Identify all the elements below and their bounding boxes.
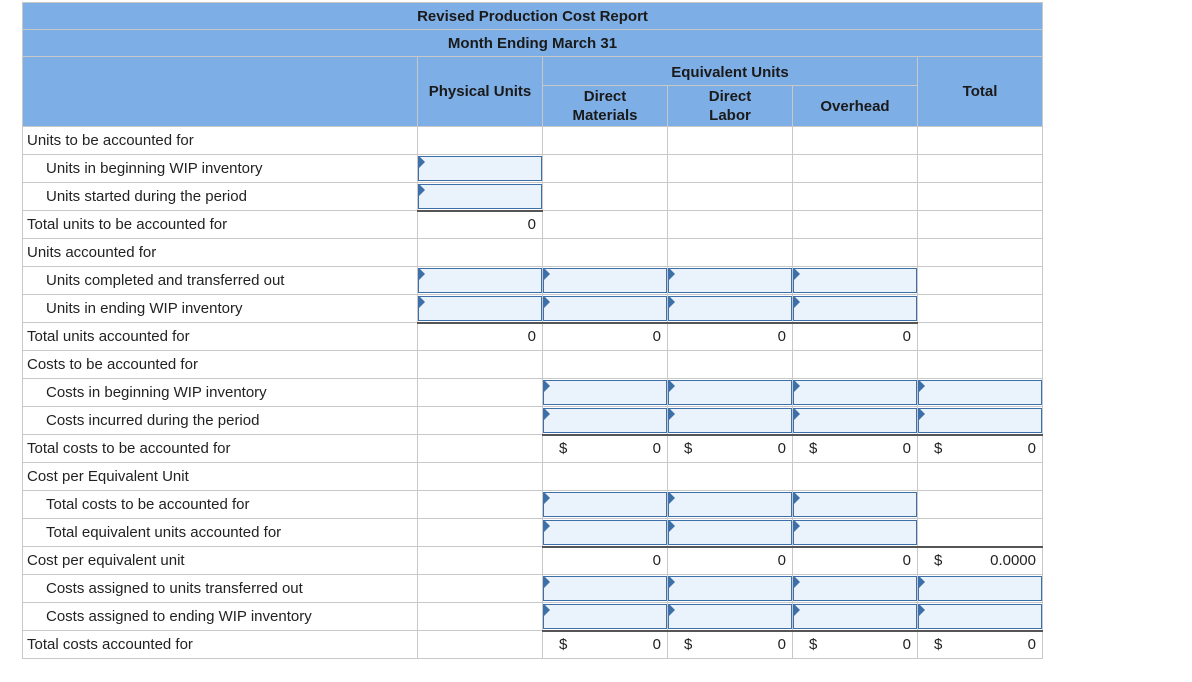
ending-wip-cost-dm-input[interactable] <box>543 604 667 629</box>
row-label: Units completed and transferred out <box>23 267 418 295</box>
total-costs-oh: 0 <box>902 440 911 458</box>
transferred-cost-total-input[interactable] <box>918 576 1042 601</box>
cpeu-costs-dl-input[interactable] <box>668 492 792 517</box>
table-row <box>23 491 1043 519</box>
total-accounted-oh: 0 <box>902 636 911 654</box>
currency-symbol: $ <box>559 636 568 654</box>
total-costs-dl: 0 <box>777 440 786 458</box>
report-title: Revised Production Cost Report <box>23 3 1043 30</box>
table-row <box>23 407 1043 435</box>
row-label: Costs to be accounted for <box>23 351 418 379</box>
table-row <box>23 379 1043 407</box>
table-row <box>23 323 1043 351</box>
currency-symbol: $ <box>559 440 568 458</box>
row-label: Costs assigned to ending WIP inventory <box>23 603 418 631</box>
cpeu-units-dm-input[interactable] <box>543 520 667 545</box>
ending-wip-cost-total-input[interactable] <box>918 604 1042 629</box>
row-label: Total units accounted for <box>23 323 418 351</box>
transferred-cost-oh-input[interactable] <box>793 576 917 601</box>
beginning-wip-cost-total-input[interactable] <box>918 380 1042 405</box>
table-row <box>23 239 1043 267</box>
ending-wip-units-dm-input[interactable] <box>543 296 667 321</box>
table-row <box>23 547 1043 575</box>
table-row <box>23 351 1043 379</box>
row-label: Costs assigned to units transferred out <box>23 575 418 603</box>
row-label: Units in beginning WIP inventory <box>23 155 418 183</box>
transferred-cost-dl-input[interactable] <box>668 576 792 601</box>
ending-wip-units-physical-input[interactable] <box>418 296 542 321</box>
table-row <box>23 127 1043 155</box>
col-equivalent-units: Equivalent Units <box>543 57 918 86</box>
row-label: Units accounted for <box>23 239 418 267</box>
total-accounted-dl: 0 <box>777 636 786 654</box>
table-row <box>23 211 1043 239</box>
completed-units-dm-input[interactable] <box>543 268 667 293</box>
total-units-accounted-physical: 0 <box>418 323 543 351</box>
col-direct-labor: Direct Labor <box>668 86 793 127</box>
cpeu-total: 0.0000 <box>990 552 1036 570</box>
total-units-accounted-oh: 0 <box>793 323 918 351</box>
table-row <box>23 435 1043 463</box>
row-label: Cost per equivalent unit <box>23 547 418 575</box>
cpeu-oh: 0 <box>793 547 918 575</box>
table-row <box>23 603 1043 631</box>
header-blank <box>23 57 418 127</box>
total-units-to-account-value: 0 <box>418 211 543 239</box>
costs-incurred-oh-input[interactable] <box>793 408 917 433</box>
beginning-wip-cost-dm-input[interactable] <box>543 380 667 405</box>
cpeu-dm: 0 <box>543 547 668 575</box>
currency-symbol: $ <box>809 440 818 458</box>
row-label: Total costs to be accounted for <box>23 491 418 519</box>
ending-wip-cost-oh-input[interactable] <box>793 604 917 629</box>
row-label: Total costs to be accounted for <box>23 435 418 463</box>
table-row <box>23 631 1043 659</box>
row-label: Total equivalent units accounted for <box>23 519 418 547</box>
completed-units-oh-input[interactable] <box>793 268 917 293</box>
total-units-accounted-dm: 0 <box>543 323 668 351</box>
currency-symbol: $ <box>684 440 693 458</box>
cpeu-units-oh-input[interactable] <box>793 520 917 545</box>
cpeu-units-dl-input[interactable] <box>668 520 792 545</box>
cpeu-costs-oh-input[interactable] <box>793 492 917 517</box>
currency-symbol: $ <box>684 636 693 654</box>
row-label: Total costs accounted for <box>23 631 418 659</box>
currency-symbol: $ <box>809 636 818 654</box>
table-row <box>23 519 1043 547</box>
ending-wip-units-dl-input[interactable] <box>668 296 792 321</box>
table-row <box>23 155 1043 183</box>
table-row <box>23 463 1043 491</box>
col-overhead: Overhead <box>793 86 918 127</box>
row-label: Units started during the period <box>23 183 418 211</box>
transferred-cost-dm-input[interactable] <box>543 576 667 601</box>
table-row <box>23 183 1043 211</box>
total-accounted-total: 0 <box>1027 636 1036 654</box>
row-label: Units in ending WIP inventory <box>23 295 418 323</box>
table-row <box>23 575 1043 603</box>
currency-symbol: $ <box>934 552 943 570</box>
cpeu-dl: 0 <box>668 547 793 575</box>
table-row <box>23 267 1043 295</box>
row-label: Costs in beginning WIP inventory <box>23 379 418 407</box>
completed-units-dl-input[interactable] <box>668 268 792 293</box>
currency-symbol: $ <box>934 636 943 654</box>
row-label: Units to be accounted for <box>23 127 418 155</box>
ending-wip-cost-dl-input[interactable] <box>668 604 792 629</box>
ending-wip-units-oh-input[interactable] <box>793 296 917 321</box>
cpeu-costs-dm-input[interactable] <box>543 492 667 517</box>
col-physical-units: Physical Units <box>418 57 543 127</box>
production-cost-report <box>22 2 1043 659</box>
row-label: Cost per Equivalent Unit <box>23 463 418 491</box>
total-accounted-dm: 0 <box>652 636 661 654</box>
costs-incurred-dl-input[interactable] <box>668 408 792 433</box>
table-row <box>23 295 1043 323</box>
row-label: Costs incurred during the period <box>23 407 418 435</box>
beginning-wip-cost-oh-input[interactable] <box>793 380 917 405</box>
row-label: Total units to be accounted for <box>23 211 418 239</box>
beginning-wip-cost-dl-input[interactable] <box>668 380 792 405</box>
col-direct-materials: Direct Materials <box>543 86 668 127</box>
report-subtitle: Month Ending March 31 <box>23 30 1043 57</box>
units-started-input[interactable] <box>418 184 542 209</box>
costs-incurred-dm-input[interactable] <box>543 408 667 433</box>
total-costs-total: 0 <box>1027 440 1036 458</box>
beginning-wip-units-input[interactable] <box>418 156 542 181</box>
col-total: Total <box>918 57 1043 127</box>
currency-symbol: $ <box>934 440 943 458</box>
total-costs-dm: 0 <box>652 440 661 458</box>
total-units-accounted-dl: 0 <box>668 323 793 351</box>
costs-incurred-total-input[interactable] <box>918 408 1042 433</box>
completed-units-physical-input[interactable] <box>418 268 542 293</box>
